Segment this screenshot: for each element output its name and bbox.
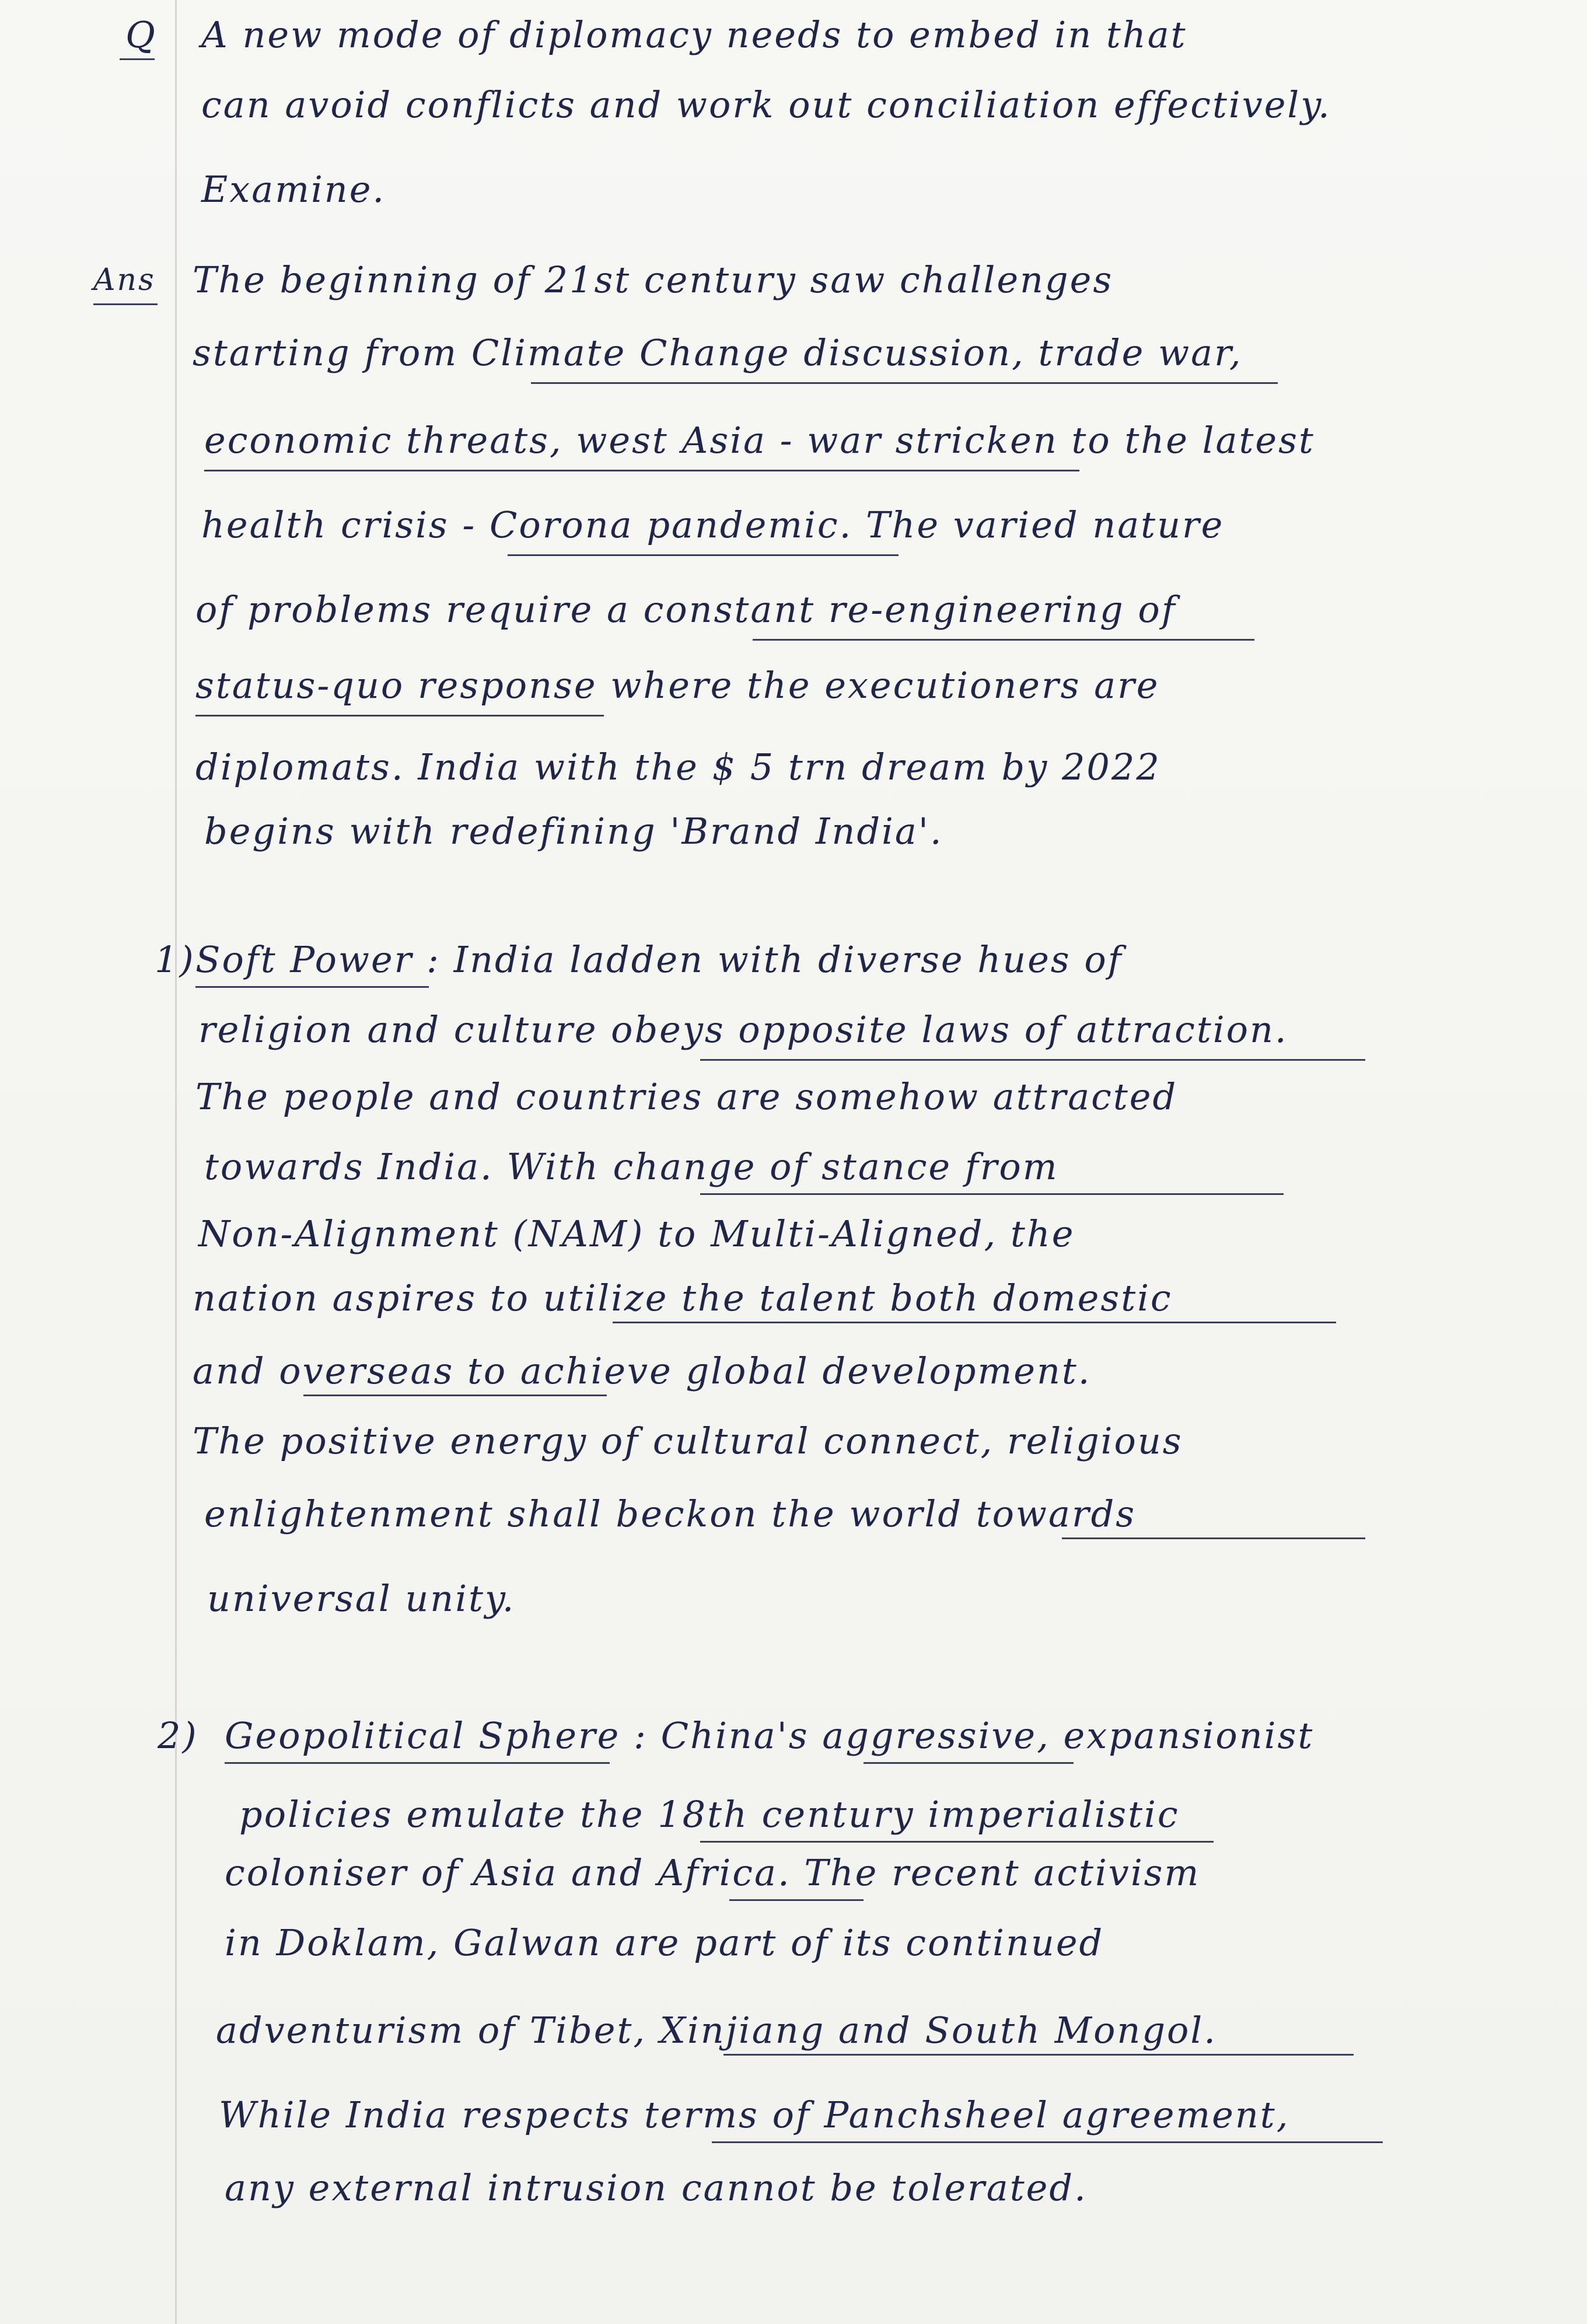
intro-line-7: diplomats. India with the $ 5 trn dream by 2022 [195,746,1161,788]
section-2-line-3: coloniser of Asia and Africa. The recent activism [225,1851,1201,1894]
question-marker-underline [120,58,155,60]
section-1-line-10: universal unity. [207,1577,516,1620]
intro-underline-4 [753,639,1254,641]
section-1-line-2: religion and culture obeys opposite laws of attraction. [198,1008,1288,1051]
question-line-2: can avoid conflicts and work out conciliation effectively. [201,83,1331,126]
section-2-line-2: policies emulate the 18th century imperialistic [239,1793,1180,1836]
section-2-underline-aggressive [864,1762,1074,1764]
intro-line-8: begins with redefining 'Brand India'. [204,810,943,852]
margin-rule [175,0,177,2324]
intro-underline-1 [531,382,1278,384]
section-1-line-7: and overseas to achieve global development. [193,1350,1092,1392]
intro-line-2: starting from Climate Change discussion, trade war, [193,331,1243,374]
intro-line-1: The beginning of 21st century saw challenges [193,258,1114,301]
section-2-number: 2) [158,1714,198,1757]
section-1-line-8: The positive energy of cultural connect, religious [193,1420,1183,1462]
section-1-line-5: Non-Alignment (NAM) to Multi-Aligned, the [198,1212,1075,1255]
section-2-underline-2 [700,1841,1214,1843]
section-2-underline-5 [723,2054,1354,2056]
section-1-number: 1) [155,938,195,981]
section-1-underline-9 [1062,1537,1365,1539]
section-2-line-5: adventurism of Tibet, Xinjiang and South Mongol. [216,2009,1217,2052]
intro-line-6: status-quo response where the executioners are [195,664,1160,707]
section-1-line-9: enlightenment shall beckon the world towards [204,1493,1137,1535]
section-2-line-6: While India respects terms of Panchsheel agreement, [219,2094,1290,2136]
section-1-line-3: The people and countries are somehow attracted [195,1075,1178,1118]
answer-label-underline [93,303,158,305]
question-line-3: Examine. [201,168,386,211]
section-2-underline-6 [712,2141,1383,2143]
section-1-line-1: Soft Power : India ladden with diverse hues of [195,938,1123,981]
intro-underline-5 [195,715,604,717]
intro-line-3: economic threats, west Asia - war stricken to the latest [204,419,1315,462]
section-1-heading-underline [195,986,429,988]
section-1-underline-4 [700,1193,1284,1195]
section-1-underline-2 [700,1059,1365,1061]
section-2-heading-underline [225,1762,610,1764]
intro-line-5: of problems require a constant re-engineering of [195,588,1177,631]
section-2-line-1: Geopolitical Sphere : China's aggressive, expansionist [225,1714,1315,1757]
section-2-underline-3 [729,1899,864,1901]
section-2-line-4: in Doklam, Galwan are part of its continued [225,1921,1104,1964]
question-marker: Q [125,13,157,56]
question-line-1: A new mode of diplomacy needs to embed in that [201,13,1187,56]
section-1-underline-7 [303,1395,607,1396]
section-1-underline-6 [613,1322,1336,1323]
intro-underline-3 [508,554,899,556]
intro-line-4: health crisis - Corona pandemic. The varied nature [201,504,1225,546]
section-1-line-6: nation aspires to utilize the talent both domestic [193,1277,1173,1319]
section-1-line-4: towards India. With change of stance from [204,1145,1059,1188]
answer-label: Ans [93,263,156,298]
intro-underline-2 [204,470,1079,471]
section-2-line-7: any external intrusion cannot be tolerated. [225,2166,1088,2209]
